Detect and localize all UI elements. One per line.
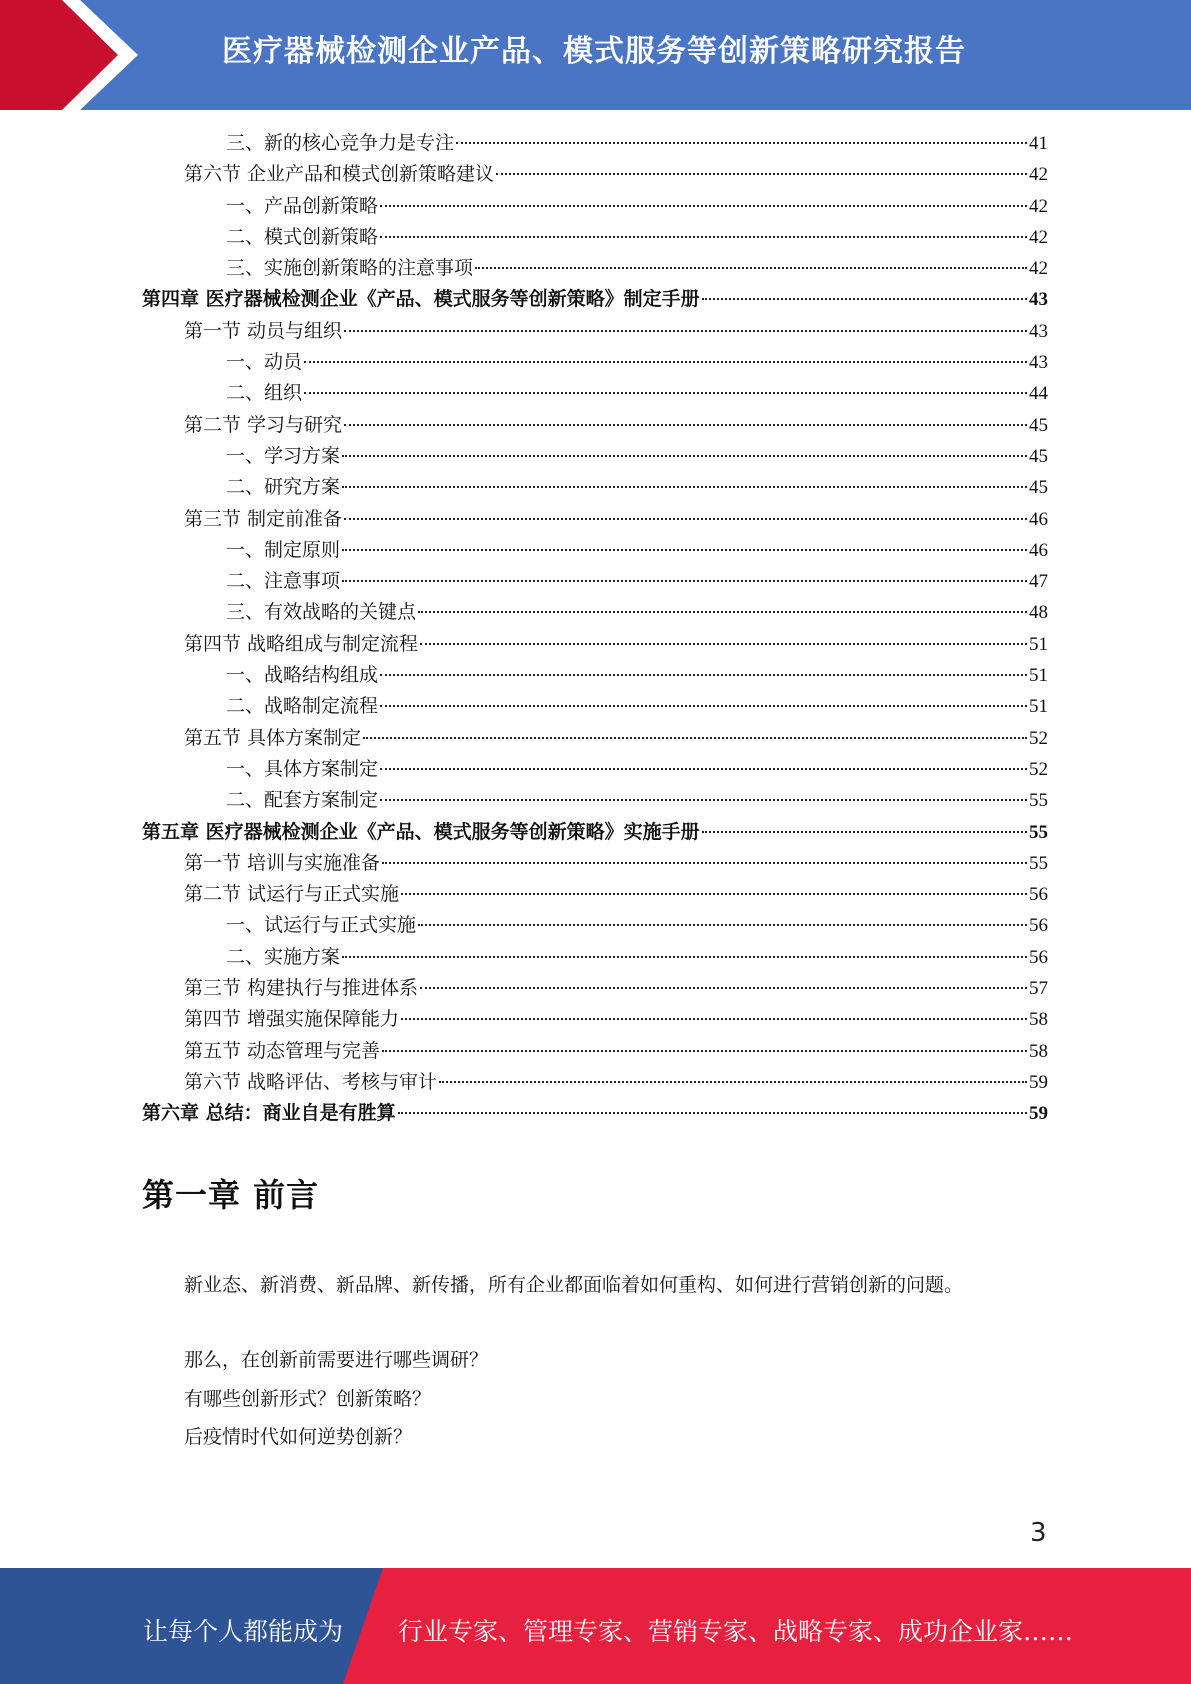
toc-leader-dots [363,736,1027,739]
toc-page-number: 55 [1029,821,1048,843]
toc-chapter-entry[interactable] [142,817,1048,848]
toc-entry-title: 二、注意事项 [226,570,341,593]
toc-entry-title: 第二节 学习与研究 [184,413,343,436]
toc-page-number: 55 [1029,852,1048,874]
toc-entry-title: 一、战略结构组成 [226,664,379,687]
toc-entry-title: 三、有效战略的关键点 [226,601,417,624]
toc-subsection-entry[interactable] [142,347,1048,378]
toc-leader-dots [380,704,1027,707]
toc-entry-title: 第六章 总结：商业自是有胜算 [142,1102,396,1125]
toc-section-entry[interactable] [142,848,1048,879]
toc-subsection-entry[interactable] [142,222,1048,253]
toc-leader-dots [380,204,1027,207]
page-footer [0,1568,1191,1684]
toc-subsection-entry[interactable] [142,910,1048,941]
toc-leader-dots [475,266,1027,269]
toc-section-entry[interactable] [142,973,1048,1004]
toc-page-number: 56 [1029,915,1048,937]
chapter-title: 第一章 前言 [142,1176,320,1214]
footer-slogan-left: 让每个人都能成为 [143,1617,344,1646]
toc-page-number: 51 [1029,633,1048,655]
toc-leader-dots [342,548,1027,551]
toc-section-entry[interactable] [142,159,1048,190]
toc-entry-title: 二、配套方案制定 [226,789,379,812]
toc-page-number: 52 [1029,727,1048,749]
toc-page-number: 46 [1029,508,1048,530]
toc-chapter-entry[interactable] [142,1098,1048,1129]
toc-page-number: 43 [1029,352,1048,374]
toc-page-number: 58 [1029,1040,1048,1062]
toc-leader-dots [702,830,1027,833]
toc-entry-title: 二、研究方案 [226,476,341,499]
question-3: 后疫情时代如何逆势创新？ [184,1426,413,1448]
toc-leader-dots [456,141,1027,144]
toc-page-number: 58 [1029,1009,1048,1031]
toc-subsection-entry[interactable] [142,597,1048,628]
toc-leader-dots [342,454,1027,457]
toc-page-number: 55 [1029,790,1048,812]
toc-page-number: 46 [1029,539,1048,561]
toc-subsection-entry[interactable] [142,378,1048,409]
toc-page-number: 45 [1029,477,1048,499]
toc-section-entry[interactable] [142,1004,1048,1035]
toc-page-number: 56 [1029,884,1048,906]
toc-leader-dots [439,1080,1027,1083]
toc-entry-title: 二、战略制定流程 [226,695,379,718]
toc-entry-title: 第六节 企业产品和模式创新策略建议 [184,163,495,186]
toc-subsection-entry[interactable] [142,253,1048,284]
toc-entry-title: 第五节 动态管理与完善 [184,1039,381,1062]
toc-entry-title: 二、实施方案 [226,945,341,968]
toc-entry-title: 第五节 具体方案制定 [184,726,362,749]
footer-slogan-right: 行业专家、管理专家、营销专家、战略专家、成功企业家…… [398,1617,1074,1646]
toc-page-number: 47 [1029,571,1048,593]
toc-page-number: 51 [1029,696,1048,718]
toc-entry-title: 一、制定原则 [226,538,341,561]
toc-entry-title: 一、学习方案 [226,444,341,467]
toc-leader-dots [344,329,1027,332]
toc-chapter-entry[interactable] [142,284,1048,315]
toc-leader-dots [380,767,1027,770]
toc-leader-dots [344,423,1027,426]
toc-entry-title: 一、动员 [226,351,303,374]
toc-leader-dots [344,517,1027,520]
table-of-contents [142,128,1048,1130]
toc-entry-title: 第五章 医疗器械检测企业《产品、模式服务等创新策略》实施手册 [142,820,700,843]
toc-leader-dots [342,485,1027,488]
toc-subsection-entry[interactable] [142,660,1048,691]
toc-page-number: 59 [1029,1103,1048,1125]
report-title: 医疗器械检测企业产品、模式服务等创新策略研究报告 [222,34,966,69]
toc-entry-title: 第三节 制定前准备 [184,507,343,530]
toc-entry-title: 第六节 战略评估、考核与审计 [184,1070,438,1093]
toc-entry-title: 三、新的核心竞争力是专注 [226,132,455,154]
toc-subsection-entry[interactable] [142,691,1048,722]
toc-section-entry[interactable] [142,1036,1048,1067]
toc-entry-title: 第四章 医疗器械检测企业《产品、模式服务等创新策略》制定手册 [142,288,700,311]
question-1: 那么，在创新前需要进行哪些调研？ [184,1349,489,1371]
toc-leader-dots [398,1111,1027,1114]
toc-entry-title: 第三节 构建执行与推进体系 [184,977,419,1000]
page-header [0,0,1191,110]
toc-entry-title: 二、组织 [226,382,303,405]
toc-entry-title: 第四节 战略组成与制定流程 [184,632,419,655]
toc-entry-title: 第四节 增强实施保障能力 [184,1008,400,1031]
toc-page-number: 44 [1029,383,1048,405]
toc-section-entry[interactable] [142,629,1048,660]
toc-entry-title: 第二节 试运行与正式实施 [184,883,400,906]
toc-entry-title: 三、实施创新策略的注意事项 [226,257,474,280]
toc-section-entry[interactable] [142,879,1048,910]
intro-paragraph: 新业态、新消费、新品牌、新传播，所有企业都面临着如何重构、如何进行营销创新的问题。 [184,1274,964,1296]
toc-leader-dots [342,579,1027,582]
toc-leader-dots [401,892,1027,895]
question-2: 有哪些创新形式？创新策略？ [184,1388,432,1410]
toc-subsection-entry[interactable] [142,535,1048,566]
toc-entry-title: 一、具体方案制定 [226,757,379,780]
toc-leader-dots [380,798,1027,801]
toc-page-number: 51 [1029,665,1048,687]
toc-leader-dots [418,610,1027,613]
toc-page-number: 45 [1029,414,1048,436]
toc-page-number: 56 [1029,946,1048,968]
toc-page-number: 48 [1029,602,1048,624]
toc-subsection-entry[interactable] [142,128,1048,159]
toc-leader-dots [380,235,1027,238]
toc-page-number: 43 [1029,320,1048,342]
toc-section-entry[interactable] [142,504,1048,535]
toc-page-number: 42 [1029,226,1048,248]
toc-subsection-entry[interactable] [142,785,1048,816]
toc-subsection-entry[interactable] [142,472,1048,503]
toc-entry-title: 一、产品创新策略 [226,194,379,217]
toc-page-number: 42 [1029,195,1048,217]
toc-page-number: 45 [1029,445,1048,467]
header-arrow-graphic [0,0,260,110]
toc-subsection-entry[interactable] [142,441,1048,472]
toc-leader-dots [304,391,1027,394]
toc-entry-title: 一、试运行与正式实施 [226,914,417,937]
toc-leader-dots [401,1017,1027,1020]
page-number: 3 [1030,1518,1047,1548]
toc-leader-dots [304,360,1027,363]
toc-entry-title: 第一节 动员与组织 [184,319,343,342]
toc-page-number: 52 [1029,758,1048,780]
toc-leader-dots [420,986,1027,989]
toc-page-number: 57 [1029,978,1048,1000]
toc-section-entry[interactable] [142,1067,1048,1098]
toc-section-entry[interactable] [142,410,1048,441]
toc-entry-title: 二、模式创新策略 [226,225,379,248]
toc-page-number: 42 [1029,258,1048,280]
toc-section-entry[interactable] [142,723,1048,754]
toc-section-entry[interactable] [142,316,1048,347]
toc-subsection-entry[interactable] [142,191,1048,222]
toc-leader-dots [420,642,1027,645]
toc-leader-dots [380,673,1027,676]
toc-page-number: 59 [1029,1071,1048,1093]
toc-leader-dots [382,861,1027,864]
toc-page-number: 43 [1029,289,1048,311]
toc-subsection-entry[interactable] [142,754,1048,785]
toc-leader-dots [418,923,1027,926]
toc-leader-dots [702,297,1027,300]
toc-leader-dots [382,1049,1027,1052]
toc-page-number: 42 [1029,164,1048,186]
toc-subsection-entry[interactable] [142,942,1048,973]
toc-page-number: 41 [1029,133,1048,154]
toc-subsection-entry[interactable] [142,566,1048,597]
toc-entry-title: 第一节 培训与实施准备 [184,851,381,874]
toc-leader-dots [342,955,1027,958]
toc-leader-dots [496,172,1027,175]
